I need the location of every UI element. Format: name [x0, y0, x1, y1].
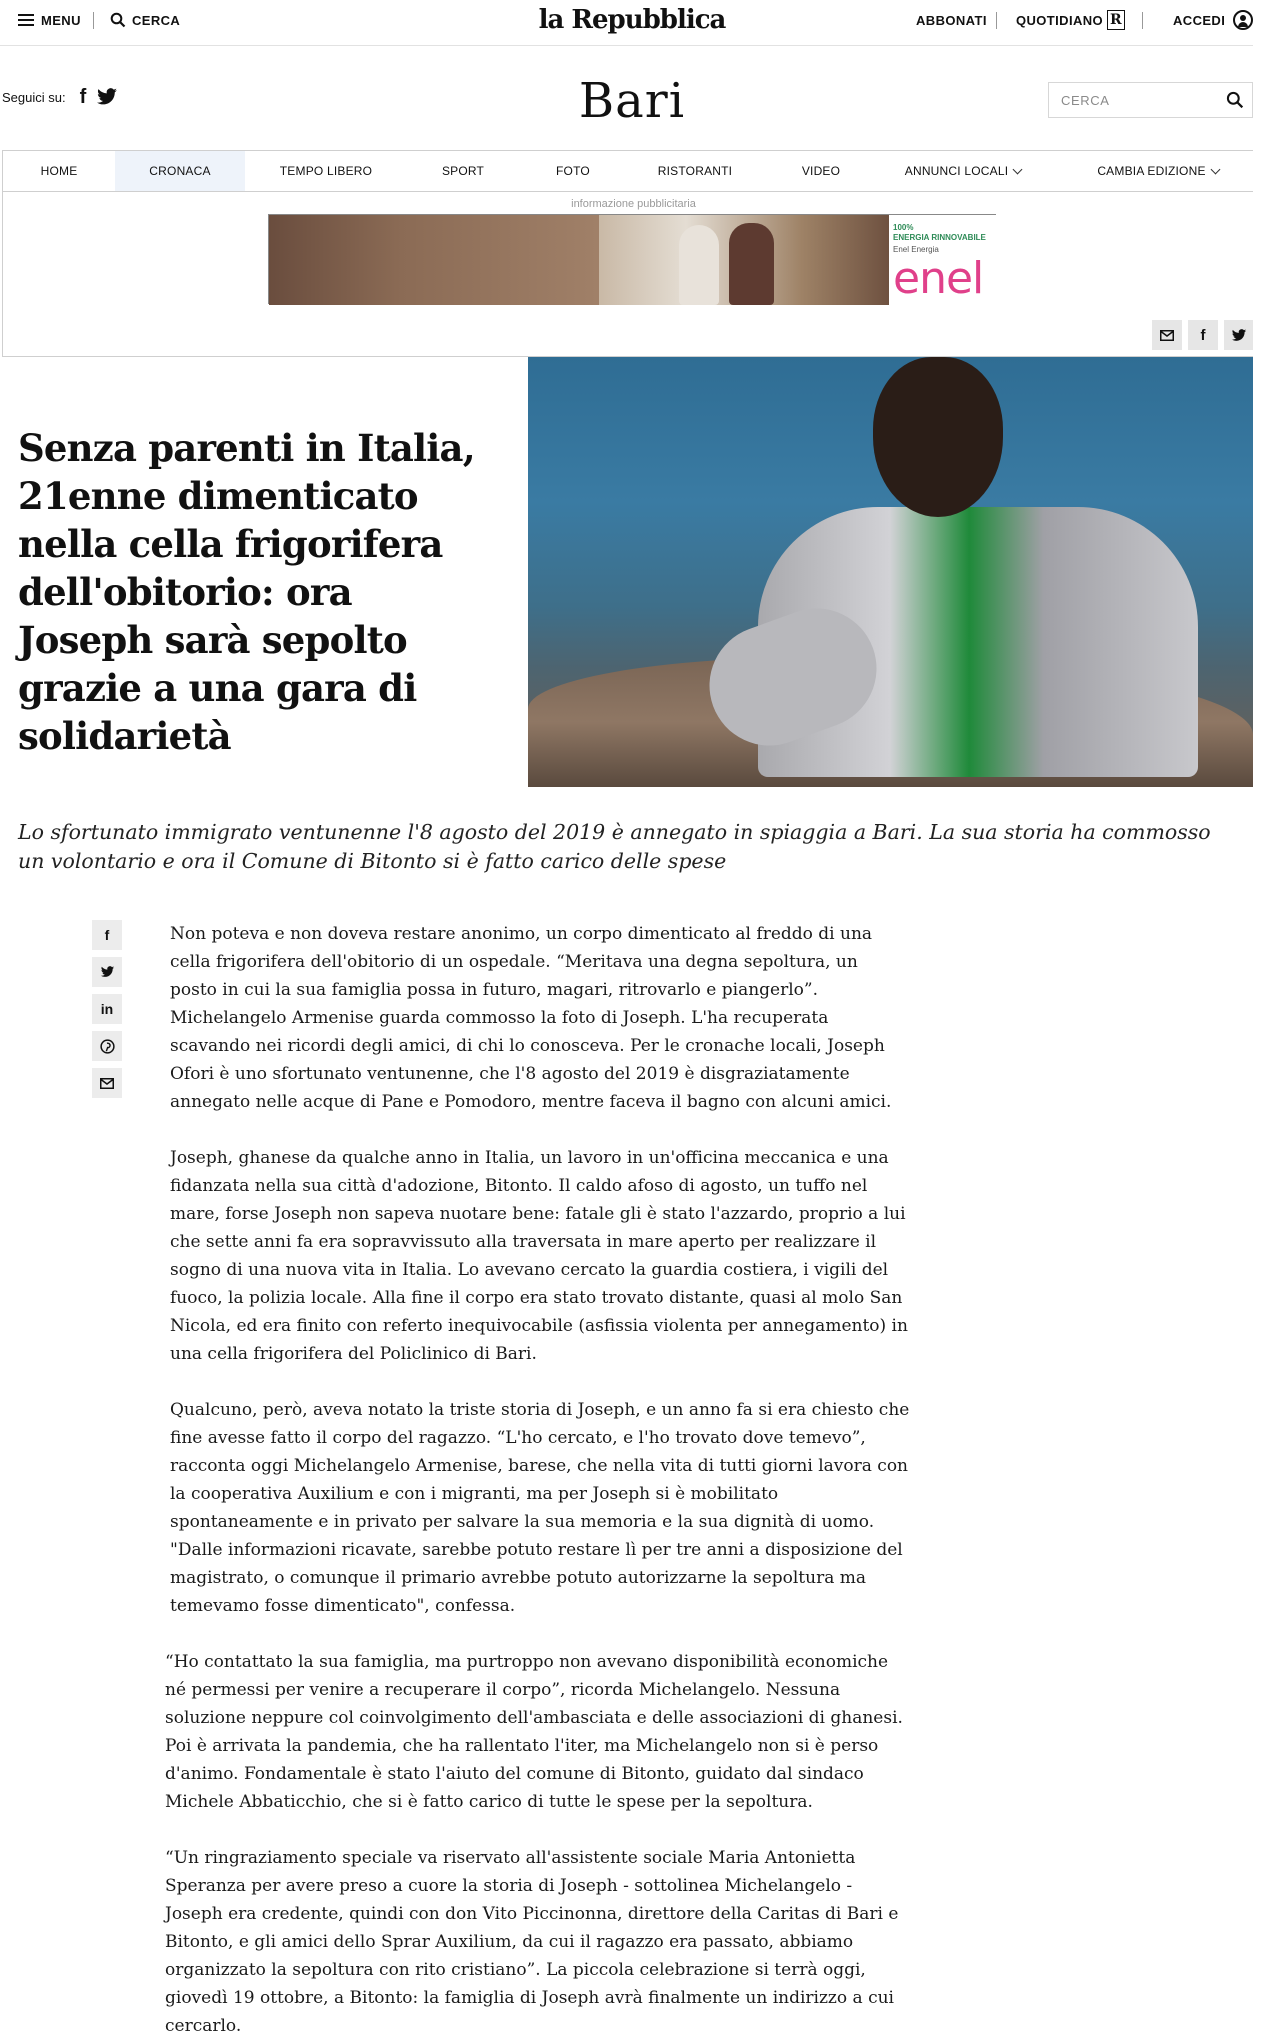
tab-label: ANNUNCI LOCALI	[904, 164, 1009, 178]
divider	[93, 12, 94, 29]
ad-green-line: ENERGIA RINNOVABILE	[893, 233, 986, 242]
twitter-icon	[100, 966, 115, 978]
search-button[interactable]	[110, 0, 180, 40]
ad-figure	[729, 223, 774, 305]
ad-photo	[599, 215, 889, 305]
abbonati-link[interactable]: ABBONATI	[916, 12, 987, 28]
ad-green-line: 100%	[893, 223, 914, 232]
ad-figure	[679, 225, 719, 305]
photo-person-head	[873, 357, 1003, 517]
article-subtitle: Lo sfortunato immigrato ventunenne l'8 agosto del 2019 è annegato in spiaggia a Bari. La sua storia ha commosso un volontario e ora il Comune di Bitonto si è fatto carico delle spese	[18, 820, 1211, 873]
ad-sub-text: Enel Energia	[893, 245, 939, 254]
accedi-button[interactable]	[1173, 0, 1253, 40]
article-paragraph: “Ho contattato la sua famiglia, ma purtroppo non avevano disponibilità economiche né permessi per venire a recuperare il corpo”, ricorda Michelangelo. Nessuna soluzione neppure col coinvolgimento dell'ambasciata e delle associazioni di ghanesi. Poi è arrivata la pandemia, che ha rallentato l'iter, ma Michelangelo non si è perso d'animo. Fondamentale è stato l'aiuto del comune di Bitonto, guidato dal sindaco Michele Abbaticchio, che si è fatto carico di tutte le spese per la sepoltura.	[165, 1652, 903, 1812]
divider	[996, 12, 997, 29]
user-icon	[1233, 10, 1253, 30]
tab-annunci-locali[interactable]	[893, 151, 1033, 191]
side-share-facebook[interactable]	[92, 920, 122, 950]
repubblica-logo[interactable]: la Repubblica	[538, 5, 726, 35]
facebook-icon: f	[1200, 326, 1206, 344]
twitter-icon	[1231, 329, 1247, 342]
side-share-pinterest[interactable]	[92, 1031, 122, 1061]
menu-label: MENU	[41, 12, 81, 28]
pinterest-icon	[100, 1039, 115, 1054]
side-share-twitter[interactable]	[92, 957, 122, 987]
ad-banner[interactable]	[268, 214, 996, 304]
article-headline: Senza parenti in Italia, 21enne dimenticato nella cella frigorifera dell'obitorio: ora Joseph sarà sepolto grazie a una gara di solidarietà	[18, 426, 475, 758]
enel-logo: enel	[893, 253, 984, 304]
email-icon	[1160, 330, 1174, 341]
search-label: CERCA	[132, 12, 181, 28]
tab-sport[interactable]: SPORT	[441, 164, 485, 178]
tab-cambia-edizione[interactable]	[1083, 151, 1233, 191]
quotidiano-label: QUOTIDIANO	[1016, 12, 1104, 28]
email-icon	[100, 1078, 114, 1089]
article-paragraph: “Un ringraziamento speciale va riservato all'assistente sociale Maria Antonietta Speranza per avere preso a cuore la storia di Joseph - sottolinea Michelangelo - Joseph era credente, quindi con don Vito Piccinonna, direttore della Caritas di Bari e Bitonto, e gli amici dello Sprar Auxilium, da cui il ragazzo era passato, abbiamo organizzato la sepoltura con rito cristiano”. La piccola celebrazione si terrà oggi, giovedì 19 ottobre, a Bitonto: la famiglia di Joseph avrà finalmente un indirizzo a cui cercarlo.	[165, 1848, 899, 2036]
tab-foto[interactable]: FOTO	[556, 164, 590, 178]
search-input[interactable]	[1048, 82, 1253, 118]
facebook-icon: f	[104, 927, 110, 943]
quotidiano-link[interactable]	[1016, 0, 1125, 40]
tab-home[interactable]: HOME	[40, 164, 78, 178]
search-icon	[110, 12, 126, 28]
r-logo-icon: R	[1107, 10, 1125, 30]
accedi-label: ACCEDI	[1173, 12, 1226, 28]
article-paragraph: Joseph, ghanese da qualche anno in Italia, un lavoro in un'officina meccanica e una fidanzata nella sua città d'adozione, Bitonto. Il caldo afoso di agosto, un tuffo nel mare, forse Joseph non sapeva nuotare bene: fatale gli è stato l'azzardo, proprio a lui che sette anni fa era sopravvissuto alla traversata in mare aperto per realizzare il sogno di una nuova vita in Italia. Lo avevano cercato la guardia costiera, i vigili del fuoco, la polizia locale. Alla fine il corpo era stato trovato distante, quasi al molo San Nicola, ed era finito con referto inequivocabile (asfissia violenta per annegamento) in una cella frigorifera del Policlinico di Bari.	[170, 1148, 908, 1364]
side-share-linkedin[interactable]	[92, 994, 122, 1024]
chevron-down-icon	[1210, 164, 1220, 174]
tab-tempo-libero[interactable]: TEMPO LIBERO	[279, 164, 373, 178]
divider	[1142, 12, 1143, 29]
article-paragraph: Non poteva e non doveva restare anonimo, un corpo dimenticato al freddo di una cella frigorifera dell'obitorio di un ospedale. “Meritava una degna sepoltura, un posto in cui la sua famiglia possa in futuro, magari, ritrovarlo e piangerlo”. Michelangelo Armenise guarda commosso la foto di Joseph. L'ha recuperata scavando nei ricordi degli amici, di chi lo conosceva. Per le cronache locali, Joseph Ofori è uno sfortunato ventunenne, che l'8 agosto del 2019 è disgraziatamente annegato nelle acque di Pane e Pomodoro, mentre faceva il bagno con alcuni amici.	[170, 924, 892, 1112]
tab-ristoranti[interactable]: RISTORANTI	[657, 164, 733, 178]
chevron-down-icon	[1013, 164, 1023, 174]
tab-cronaca[interactable]: CRONACA	[115, 151, 245, 191]
ad-background	[269, 215, 599, 305]
linkedin-icon: in	[100, 1001, 114, 1017]
share-facebook-button[interactable]	[1188, 320, 1218, 350]
side-share-email[interactable]	[92, 1068, 122, 1098]
menu-button[interactable]	[18, 0, 81, 40]
ad-label: informazione pubblicitaria	[571, 198, 696, 210]
edition-title[interactable]: Bari	[578, 73, 686, 129]
tab-video[interactable]: VIDEO	[801, 164, 841, 178]
article-hero-image[interactable]	[528, 357, 1253, 772]
share-email-button[interactable]	[1152, 320, 1182, 350]
search-icon[interactable]	[1226, 91, 1244, 109]
follow-label: Seguici su:	[2, 89, 66, 105]
top-bar	[0, 0, 1253, 46]
tab-label: CAMBIA EDIZIONE	[1097, 164, 1206, 178]
article-paragraph: Qualcuno, però, aveva notato la triste storia di Joseph, e un anno fa si era chiesto che fine avesse fatto il corpo del ragazzo. “L'ho cercato, e l'ho trovato dove temevo”, racconta oggi Michelangelo Armenise, barese, che nella vita di tutti giorni lavora con la cooperativa Auxilium e con i migranti, ma per Joseph si è mobilitato spontaneamente e in privato per salvare la sua memoria e la sua dignità di uomo. "Dalle informazioni ricavate, sarebbe potuto restare lì per tre anni a disposizione del magistrato, o comunque il primario avrebbe potuto autorizzarne la sepoltura ma temevamo fosse dimenticato", confessa.	[170, 1400, 910, 1616]
ad-brand-panel	[889, 215, 997, 305]
twitter-icon[interactable]	[96, 88, 118, 106]
search-placeholder: CERCA	[1061, 92, 1110, 108]
hamburger-icon	[18, 14, 34, 26]
facebook-icon[interactable]: f	[79, 85, 87, 108]
share-twitter-button[interactable]	[1224, 320, 1253, 350]
follow-us	[2, 82, 118, 112]
ad-green-text	[893, 223, 986, 243]
section-nav	[2, 150, 1253, 192]
